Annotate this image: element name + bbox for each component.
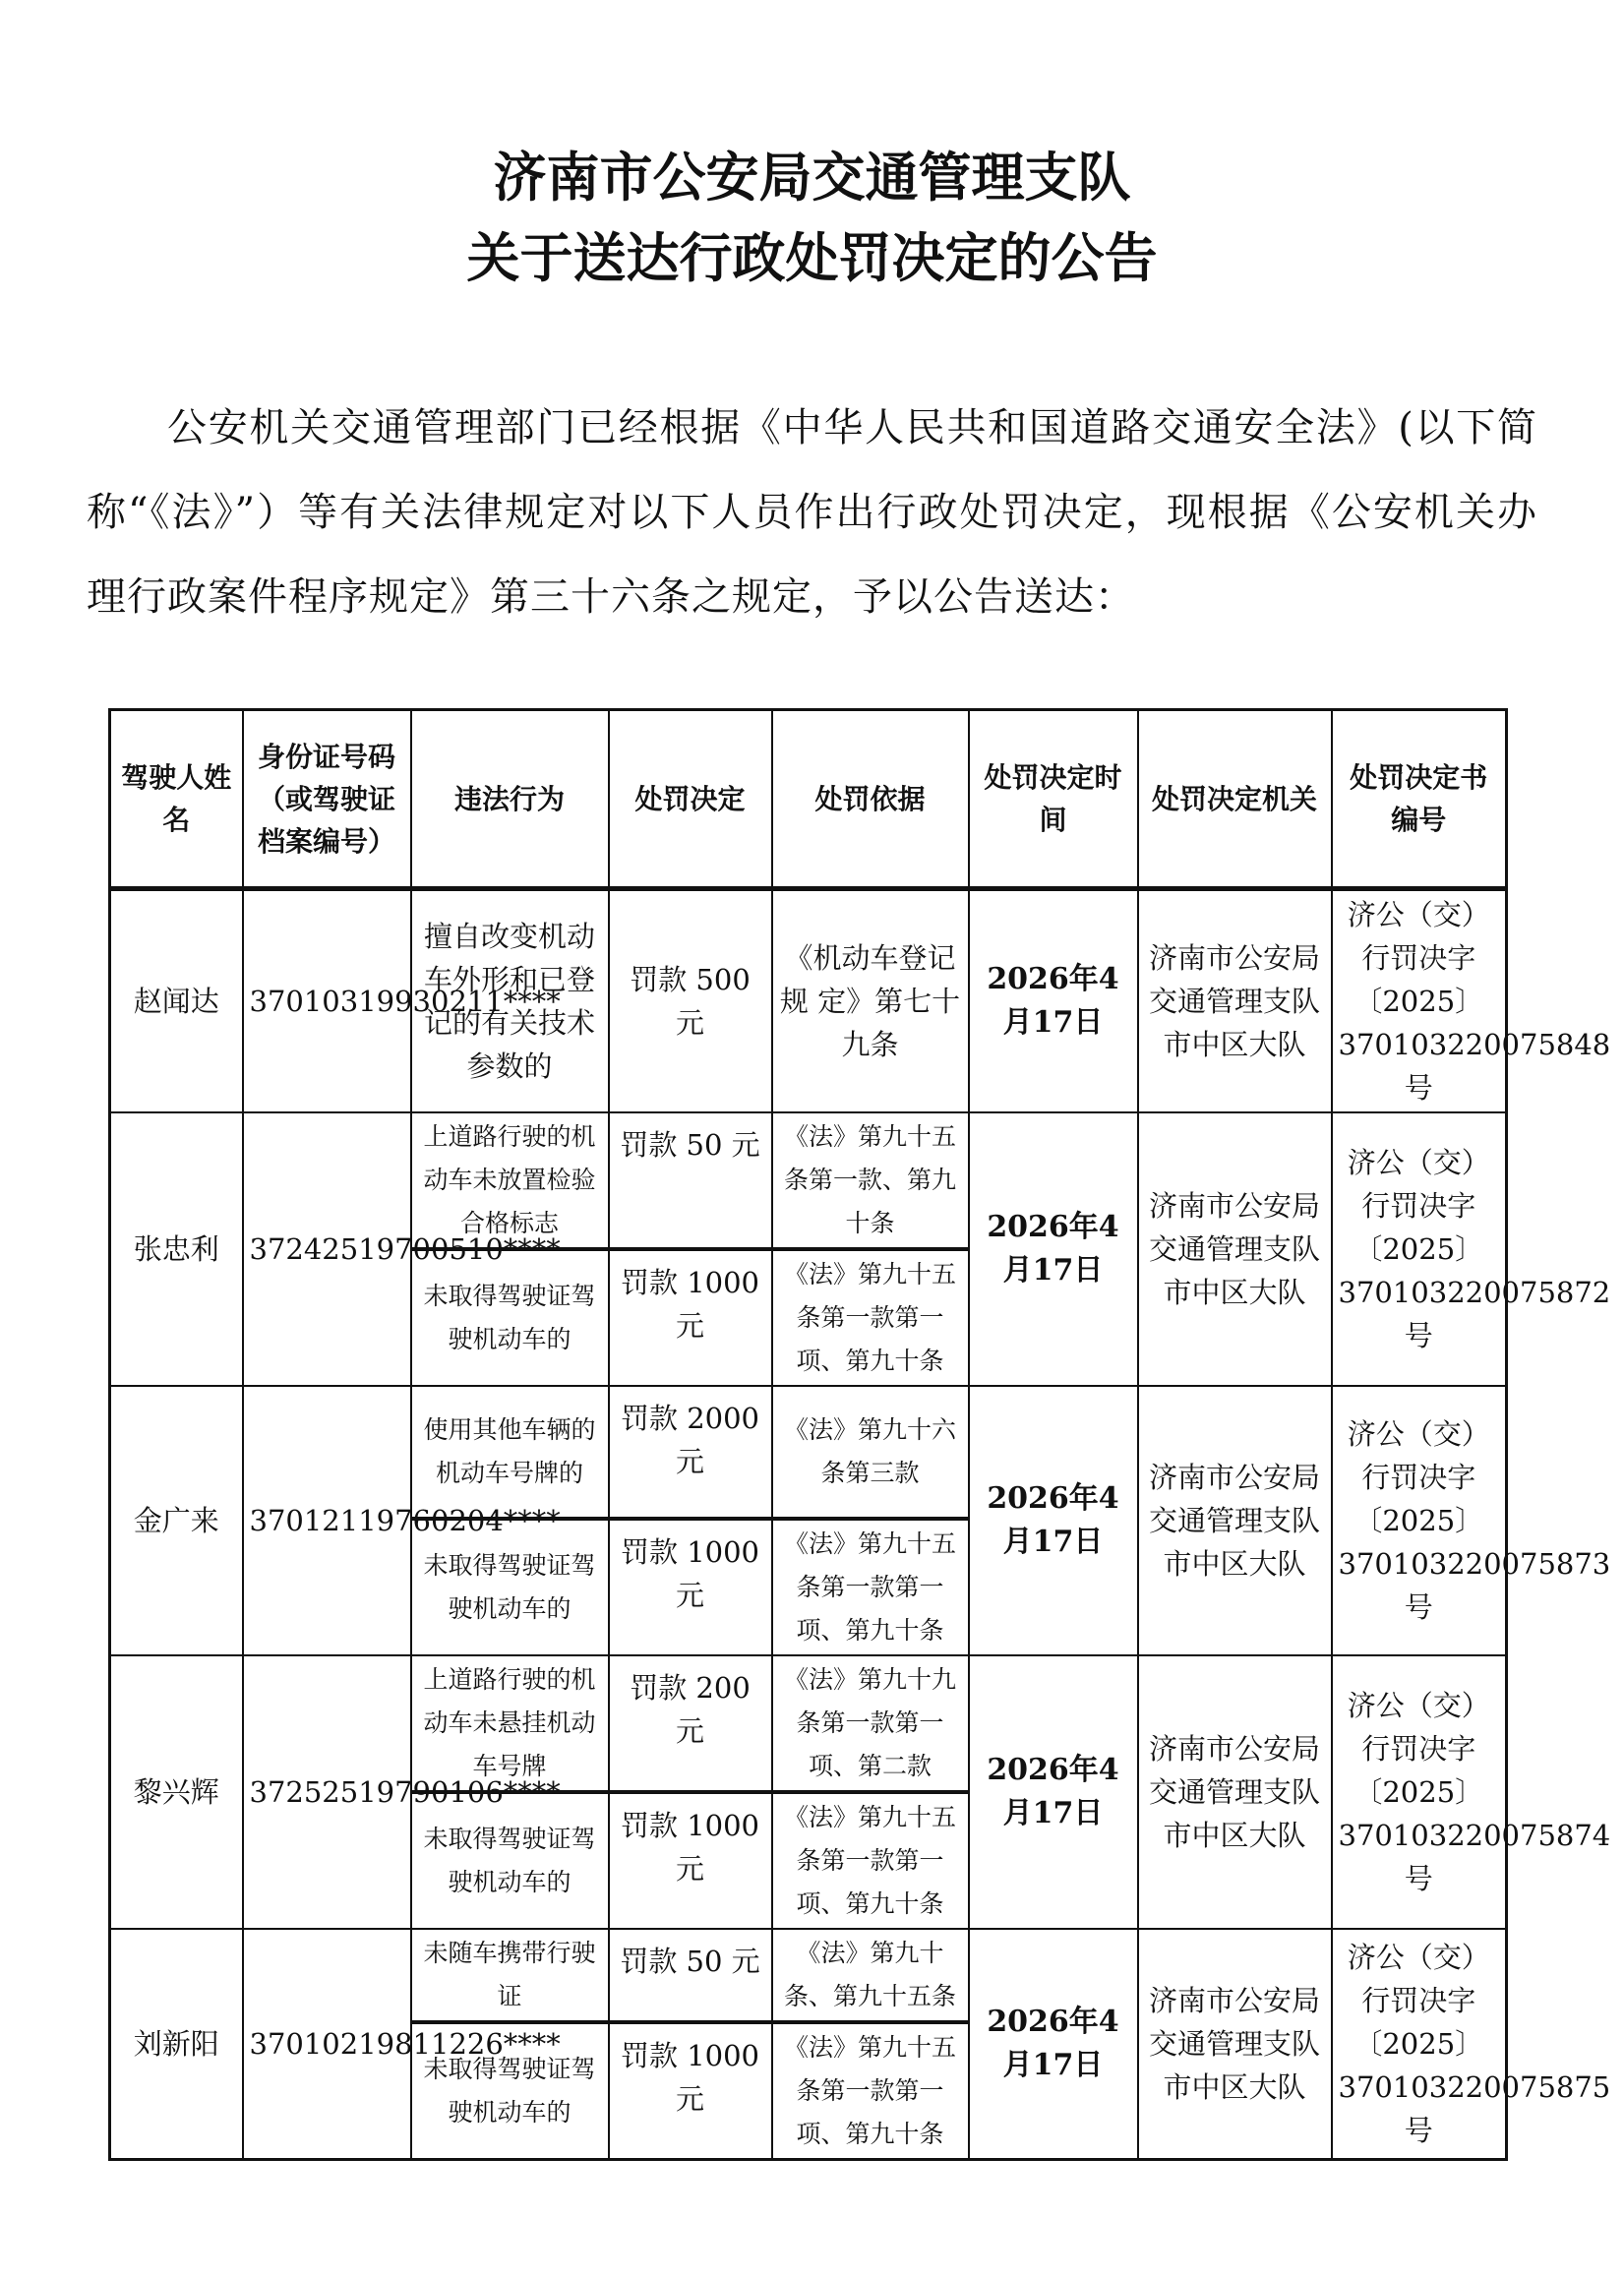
violation-cell: 未取得驾驶证驾驶机动车的 (411, 1792, 609, 1929)
decision-authority: 济南市公安局交通管理支队市中区大队 (1138, 889, 1332, 1113)
table-row (110, 1655, 1507, 1792)
decision-authority: 济南市公安局交通管理支队市中区大队 (1138, 1655, 1332, 1929)
penalty-cell: 罚款 50 元 (609, 1929, 772, 2022)
basis-cell: 《法》第九十五条第一款第一项、第九十条 (772, 1249, 969, 1386)
header-violation: 违法行为 (411, 710, 609, 889)
penalty-cell: 罚款 1000 元 (609, 1792, 772, 1929)
decision-authority: 济南市公安局交通管理支队市中区大队 (1138, 1929, 1332, 2160)
basis-cell: 《机动车登记规 定》第七十九条 (772, 889, 969, 1113)
decision-date: 2026年4月17日 (969, 1386, 1138, 1655)
penalty-cell: 罚款 500 元 (609, 889, 772, 1113)
violation-cell: 未取得驾驶证驾驶机动车的 (411, 2022, 609, 2160)
table-row (110, 1929, 1507, 2022)
header-authority: 处罚决定机关 (1138, 710, 1332, 889)
penalty-table (108, 708, 1611, 2161)
header-penalty: 处罚决定 (609, 710, 772, 889)
driver-name: 张忠利 (110, 1112, 243, 1386)
table-row (110, 1386, 1507, 1519)
notice-intro-paragraph: 公安机关交通管理部门已经根据《中华人民共和国道路交通安全法》(以下简称“《法》”）等有关法律规定对以下人员作出行政处罚决定，现根据《公安机关办理行政案件程序规定》第三十六条之规定，予以公告送达： (87, 405, 1537, 620)
violation-cell: 擅自改变机动车外形和已登记的有关技术参数的 (411, 889, 609, 1113)
penalty-cell: 罚款 200 元 (609, 1655, 772, 1792)
basis-cell: 《法》第九十六条第三款 (772, 1386, 969, 1519)
decision-doc-no: 济公（交）行罚决字〔2025〕370103220075873号 (1332, 1386, 1507, 1655)
violation-cell: 未取得驾驶证驾驶机动车的 (411, 1519, 609, 1655)
violation-cell: 上道路行驶的机动车未放置检验合格标志 (411, 1112, 609, 1249)
decision-doc-no: 济公（交）行罚决字〔2025〕370103220075848号 (1332, 889, 1507, 1113)
penalty-cell: 罚款 1000 元 (609, 1519, 772, 1655)
header-date: 处罚决定时间 (969, 710, 1138, 889)
header-name: 驾驶人姓名 (110, 710, 243, 889)
decision-date: 2026年4月17日 (969, 889, 1138, 1113)
table-row (110, 1112, 1507, 1249)
table-row (110, 889, 1507, 1113)
violation-cell: 未取得驾驶证驾驶机动车的 (411, 1249, 609, 1386)
driver-name: 刘新阳 (110, 1929, 243, 2160)
driver-id: 37010319930211**** (243, 889, 411, 1113)
violation-cell: 上道路行驶的机动车未悬挂机动车号牌 (411, 1655, 609, 1792)
notice-title-line1: 济南市公安局交通管理支队 (493, 146, 1131, 209)
penalty-cell: 罚款 2000 元 (609, 1386, 772, 1519)
decision-doc-no: 济公（交）行罚决字〔2025〕370103220075874号 (1332, 1655, 1507, 1929)
driver-id: 37010219811226**** (243, 1929, 411, 2160)
driver-name: 赵闻达 (110, 889, 243, 1113)
violation-cell: 使用其他车辆的机动车号牌的 (411, 1386, 609, 1519)
basis-cell: 《法》第九十五条第一款第一项、第九十条 (772, 2022, 969, 2160)
decision-date: 2026年4月17日 (969, 1929, 1138, 2160)
driver-id: 37242519700510**** (243, 1112, 411, 1386)
decision-date: 2026年4月17日 (969, 1655, 1138, 1929)
basis-cell: 《法》第九十五条第一款、第九十条 (772, 1112, 969, 1249)
decision-doc-no: 济公（交）行罚决字〔2025〕370103220075875号 (1332, 1929, 1507, 2160)
penalty-cell: 罚款 50 元 (609, 1112, 772, 1249)
header-doc-no: 处罚决定书编号 (1332, 710, 1507, 889)
header-id: 身份证号码（或驾驶证档案编号） (243, 710, 411, 889)
header-basis: 处罚依据 (772, 710, 969, 889)
decision-date: 2026年4月17日 (969, 1112, 1138, 1386)
penalty-cell: 罚款 1000 元 (609, 2022, 772, 2160)
notice-title-line2: 关于送达行政处罚决定的公告 (466, 226, 1158, 289)
decision-authority: 济南市公安局交通管理支队市中区大队 (1138, 1112, 1332, 1386)
driver-name: 黎兴辉 (110, 1655, 243, 1929)
driver-name: 金广来 (110, 1386, 243, 1655)
basis-cell: 《法》第九十九条第一款第一项、第二款 (772, 1655, 969, 1792)
penalty-cell: 罚款 1000 元 (609, 1249, 772, 1386)
basis-cell: 《法》第九十条、第九十五条 (772, 1929, 969, 2022)
decision-doc-no: 济公（交）行罚决字〔2025〕370103220075872号 (1332, 1112, 1507, 1386)
basis-cell: 《法》第九十五条第一款第一项、第九十条 (772, 1792, 969, 1929)
violation-cell: 未随车携带行驶证 (411, 1929, 609, 2022)
table-header-row (110, 710, 1507, 889)
driver-id: 37012119760204**** (243, 1386, 411, 1655)
decision-authority: 济南市公安局交通管理支队市中区大队 (1138, 1386, 1332, 1655)
basis-cell: 《法》第九十五条第一款第一项、第九十条 (772, 1519, 969, 1655)
driver-id: 37252519790106**** (243, 1655, 411, 1929)
